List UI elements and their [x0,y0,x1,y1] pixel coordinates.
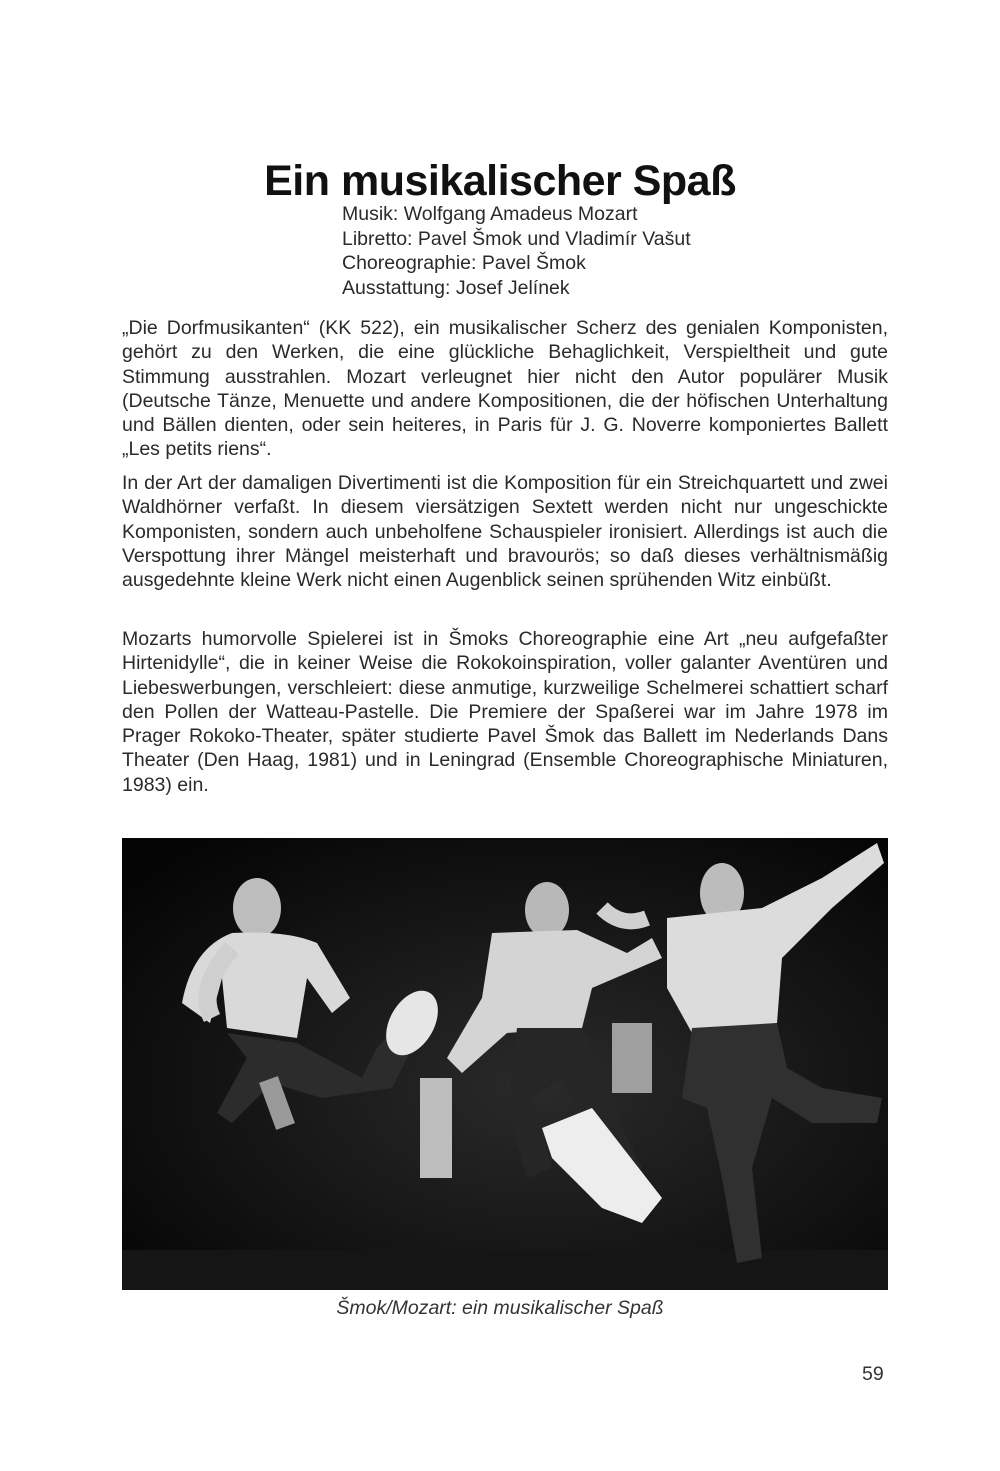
photo-illustration [122,838,888,1290]
page-title: Ein musikalischer Spaß [264,156,736,205]
stage-floor [122,1250,888,1290]
credit-choreography: Choreographie: Pavel Šmok [342,252,586,274]
paragraph-2: In der Art der damaligen Divertimenti ist die Komposition für ein Streichquartett und zwei Waldhörner verfaßt. In diesem viersätzigen Sextett werden nicht nur ungeschickte Komponisten, sondern auch unbeholfene Schauspieler ironisiert. Allerdings ist auch die Verspottung ihrer Mängel meisterhaft und bravourös; so daß dieses verhältnismäßig ausgedehnte kleine Werk nicht einen Augenblick seinen sprühenden Witz einbüßt. [122,472,888,592]
photo-caption: Šmok/Mozart: ein musikalischer Spaß [336,1297,664,1319]
page-number: 59 [862,1363,884,1385]
credit-music: Musik: Wolfgang Amadeus Mozart [342,203,638,225]
credits-block [342,202,691,300]
credit-libretto: Libretto: Pavel Šmok und Vladimír Vašut [342,227,691,250]
dancers-photograph [122,838,888,1290]
paragraph-3: Mozarts humorvolle Spielerei ist in Šmoks Choreographie eine Art „neu aufgefaßter Hirtenidylle“, die in keiner Weise die Rokokoinspiration, voller galanter Aventüren und Liebeswerbungen, verschleiert: diese anmutige, kurzweilige Schelmerei schattiert scharf den Pollen der Watteau-Pastelle. Die Premiere der Spaßerei war im Jahre 1978 im Prager Rokoko-Theater, später studierte Pavel Šmok das Ballett im Nederlands Dans Theater (Den Haag, 1981) und in Leningrad (Ensemble Choreographische Miniaturen, 1983) ein. [122,628,888,796]
credit-design: Ausstattung: Josef Jelínek [342,276,570,299]
paragraph-1: „Die Dorfmusikanten“ (KK 522), ein musikalischer Scherz des genialen Komponisten, gehört zu den Werken, die eine glückliche Behaglichkeit, Verspieltheit und gute Stimmung ausstrahlen. Mozart verleugnet hier nicht den Autor populärer Musik (Deutsche Tänze, Menuette und andere Kompositionen, die der höfischen Unterhaltung und Bällen dienten, oder sein heiteres, in Paris für J. G. Noverre komponiertes Ballett „Les petits riens“. [122,317,888,461]
